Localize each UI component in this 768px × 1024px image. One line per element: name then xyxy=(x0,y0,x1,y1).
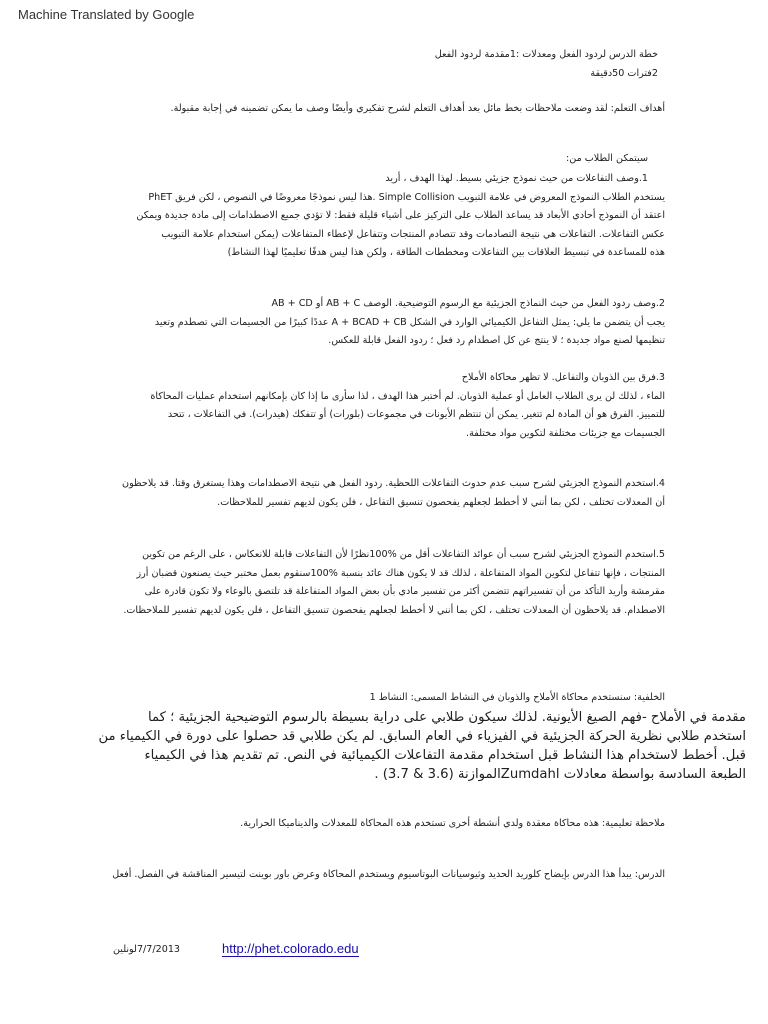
objective-line: الماء ، لذلك لن يرى الطلاب العامل أو عملية الذوبان. لم أختبر هذا الهدف ، لذا سأرى ما إذا كان بإمكانهم استخدام عمليات المحاكاة xyxy=(150,390,665,402)
teaching-note xyxy=(240,815,665,834)
students-intro-text: سيتمكن الطلاب من: xyxy=(566,153,648,164)
objective-line: أن المعدلات تختلف ، لكن بما أنني لا أخطط لجعلهم يفحصون تنسيق التفاعل ، فلن يكون لديهم تفسير للملاحظات. xyxy=(217,496,665,508)
background-line: استخدم طلابي نظرية الحركة الجزيئية في الفيزياء في العام السابق. لم يكن طلابي قد حصلوا على دورة في الكيمياء من xyxy=(98,729,746,744)
background-section xyxy=(370,689,665,708)
lesson-plan-line: 2فترات 50دقيقة xyxy=(590,67,658,79)
objective-line: عكس التفاعلات. التفاعلات هي نتيجة التصادمات وقد تتصادم المنتجات وتتفاعل لإعطاء المتفاعلات (يمكن استخدام علامة التبويب xyxy=(161,228,665,240)
objective-line: 1.وصف التفاعلات من حيث نموذج جزيئي بسيط. لهذا الهدف ، أريد xyxy=(385,173,648,184)
objective-line: الاصطدام. قد يلاحظون أن المعدلات تختلف ، لكن بما أنني لا أخطط لجعلهم يفحصون تنسيق التفاعل ، فلن يكون لديهم تفسير للملاحظات. xyxy=(123,604,665,616)
objective-line: 3.فرق بين الذوبان والتفاعل. لا تظهر محاكاة الأملاح xyxy=(461,372,665,383)
footer-date: 7/7/2013لونلين xyxy=(113,944,181,955)
learning-goals xyxy=(171,100,665,119)
objective-line: 4.استخدم النموذج الجزيئي لشرح سبب عدم حدوث التفاعلات اللحظية. ردود الفعل هي نتيجة الاصطدامات وهذا يستغرق وقتا. قد يلاحظون xyxy=(122,478,665,489)
objective-line: 5.استخدم النموذج الجزيئي لشرح سبب أن عوائد التفاعلات أقل من %100نظرًا لأن التفاعلات قابلة للانعكاس ، على الرغم من تكوين xyxy=(142,549,665,560)
background-line: مقدمة في الأملاح -فهم الصيغ الأيونية. لذلك سيكون طلابي على دراية بسيطة بالرسوم التوضيحية الجزيئية ؛ كما xyxy=(148,710,746,725)
machine-translation-header: Machine Translated by Google xyxy=(18,7,195,22)
objective-line: للتمييز. الفرق هو أن المادة لم تتغير. يمكن أن تنتظم الأيونات في مجموعات (بلورات) أو تتفكك (هيدرات). في التفاعلات ، تتحد xyxy=(167,409,665,420)
objective-5 xyxy=(123,546,665,620)
objective-3 xyxy=(150,369,665,443)
objective-line: مقرمشة وأريد التأكد من أن تفسيراتهم تتضمن أكثر من تفسير مادي بأن بعض المواد المتفاعلة قد تلتصق بالوعاء ولا تكون قادرة على xyxy=(144,586,665,597)
objective-line: يجب أن يتضمن ما يلي: يمثل التفاعل الكيميائي الوارد في الشكل A + BCAD + CB عددًا كبيرًا من الجسيمات التي تصطدم وتعيد xyxy=(154,316,665,328)
lesson-plan-line: خطة الدرس لردود الفعل ومعدلات :1مقدمة لردود الفعل xyxy=(434,49,658,60)
students-intro xyxy=(566,150,648,169)
objective-line: اعتقد أن النموذج أحادي الأبعاد قد يساعد الطلاب على التركيز على أشياء قليلة فقط: لا تؤدي جميع الاصطدامات إلى مادة جديدة ويمكن xyxy=(136,210,665,221)
objective-line: المنتجات ، فإنها تتفاعل لتكوين المواد المتفاعلة ، لذلك قد لا يكون هناك عائد بنسبة %100سنقوم بعمل مختبر حيث يصنعون قضبان أرز xyxy=(136,567,665,579)
learning-goals-text: أهداف التعلم: لقد وضعت ملاحظات بخط مائل بعد أهداف التعلم لشرح تفكيري وأيضًا وصف ما يمكن تضمينه في إجابة مقبولة. xyxy=(170,103,665,114)
objective-line: تنظيمها لصنع مواد جديدة ؛ لا ينتج عن كل اصطدام رد فعل ؛ ردود الفعل قابلة للعكس. xyxy=(328,335,665,346)
background-line: قبل. أخطط لاستخدام هذا النشاط قبل استخدام مقدمة التفاعلات الكيميائية في النص. تم تقديم هذا في الكيمياء xyxy=(144,748,746,763)
objective-4 xyxy=(122,475,665,512)
objective-2 xyxy=(155,295,665,351)
lesson-description-text: الدرس: يبدأ هذا الدرس بإيضاح كلوريد الحديد وثيوسيانات البوتاسيوم ويستخدم المحاكاة وعرض باور بوينت لتيسير المناقشة في الفصل. أفعل xyxy=(112,869,665,880)
objective-1 xyxy=(136,170,665,263)
background-line: الطبعة السادسة بواسطة معادلات Zumdahlالموازنة (3.6 & 3.7) . xyxy=(374,767,746,782)
objective-line: يستخدم الطلاب النموذج المعروض في علامة التبويب Simple Collision .هذا ليس نموذجًا معروضًا في النصوص ، لكن فريق PhET xyxy=(148,191,665,203)
objective-line: 2.وصف ردود الفعل من حيث النماذج الجزيئية مع الرسوم التوضيحية. الوصف AB + C أو AB + CD xyxy=(271,298,665,309)
background-label: الخلفية: سنستخدم محاكاة الأملاح والذوبان في النشاط المسمى: النشاط 1 xyxy=(369,692,665,703)
lesson-plan-title xyxy=(435,46,658,83)
teaching-note-text: ملاحظة تعليمية: هذه محاكاة معقدة ولدي أنشطة أخرى تستخدم هذه المحاكاة للمعدلات والديناميكا الحرارية. xyxy=(240,818,665,829)
phet-link[interactable]: http://phet.colorado.edu xyxy=(222,941,359,956)
lesson-description xyxy=(112,866,665,885)
objective-line: هذه للمساعدة في تبسيط العلاقات بين التفاعلات ومخططات الطاقة ، ولكن هذا ليس هدفًا تعليميًا لهذا النشاط) xyxy=(227,247,665,258)
background-body xyxy=(99,708,746,784)
objective-line: الجسيمات مع جزيئات مختلفة لتكوين مواد مختلفة. xyxy=(466,427,665,439)
